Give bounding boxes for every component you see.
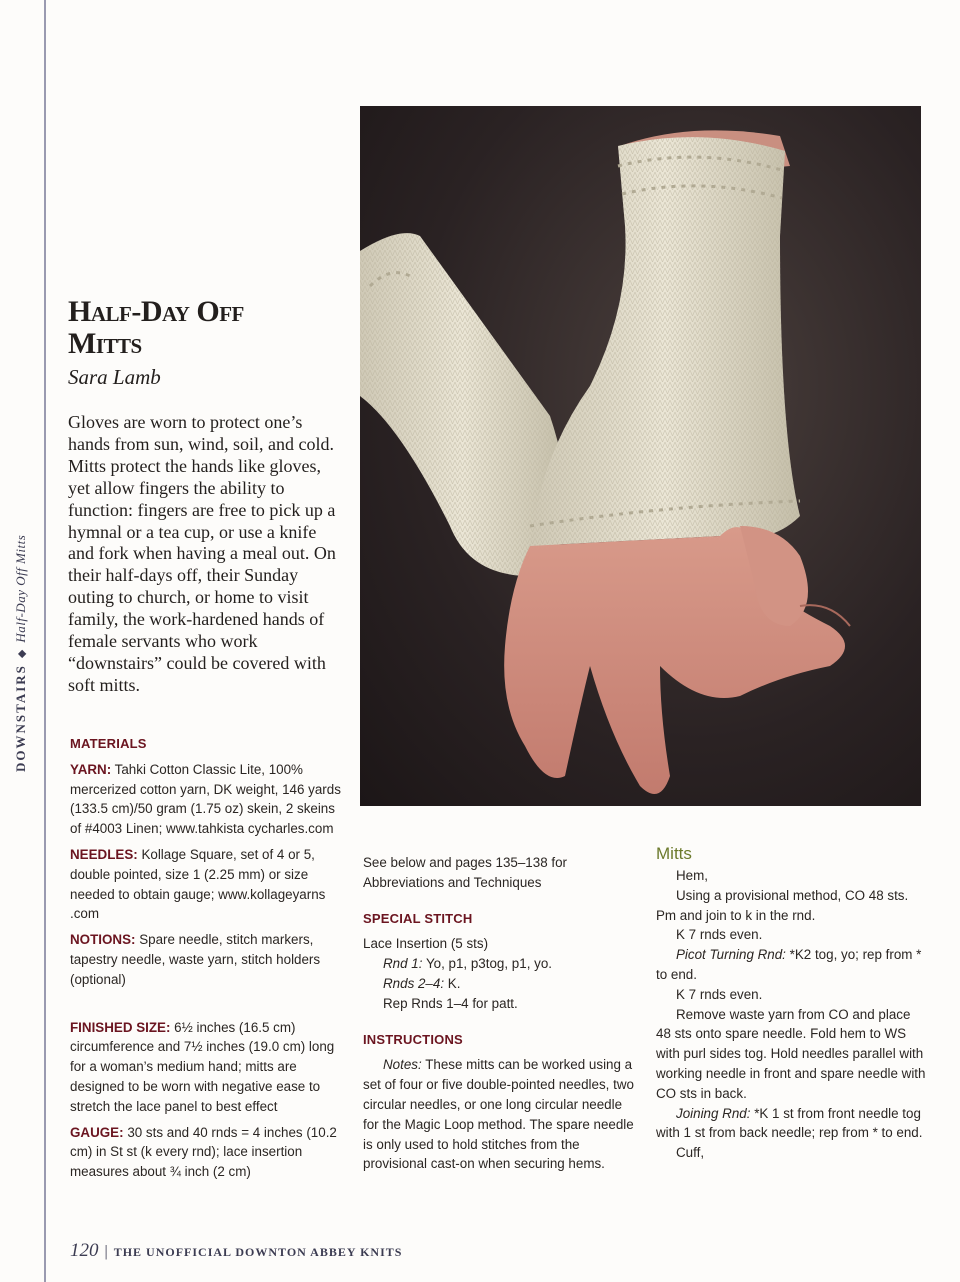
instructions-heading: INSTRUCTIONS [363, 1031, 463, 1047]
rnds-2-4-label: Rnds 2–4: [383, 975, 445, 991]
notions-text: Spare needle, stitch markers, tapestry needle, waste yarn, stitch holders (optional) [70, 932, 321, 987]
knit-7-rnds-line-2: K 7 rnds even. [676, 986, 763, 1002]
gauge-text: 30 sts and 40 rnds = 4 inches (10.2 cm) in St st (k every rnd); lace insertion measures about ¾ inch (2 cm) [70, 1124, 337, 1180]
yarn-label: YARN: [70, 761, 112, 777]
rnds-2-4-line [363, 974, 641, 994]
author-name: Sara Lamb [68, 365, 161, 389]
notions-spec [70, 930, 342, 989]
finished-size-text: 6½ inches (16.5 cm) circumference and 7½ inches (19.0 cm) long for a woman’s medium hand; mitts are designed to be worn with negative ease to stretch the lace panel to best effect [70, 1019, 335, 1114]
notes-label: Notes: [383, 1057, 422, 1073]
rnd-1-text: Yo, p1, p3tog, p1, yo. [425, 956, 553, 972]
intro-paragraph: Gloves are worn to protect one’s hands from sun, wind, soil, and cold. Mitts protect the hands like gloves, yet allow fingers the ability to function: fingers are free to pick up a hymnal or a tea cup, or use a knife and fork when having a meal out. On their half-days off, their Sunday outing to church, or home to visit family, the work-hardened hands of female servants who work “downstairs” could be covered with soft mitts. [68, 412, 336, 695]
cast-on-paragraph: Using a provisional method, CO 48 sts. Pm and join to k in the rnd. [656, 887, 909, 923]
notes-paragraph [363, 1055, 641, 1174]
yarn-text: Tahki Cotton Classic Lite, 100% mercerized cotton yarn, DK weight, 146 yards (133.5 cm)/50 gram (1.75 oz) skein, 2 skeins of #4003 Linen; www.tahkista cycharles.com [70, 761, 341, 837]
mitts-heading: Mitts [656, 844, 692, 863]
needles-spec [70, 845, 342, 924]
book-title: THE UNOFFICIAL DOWNTON ABBEY KNITS [113, 1245, 403, 1259]
picot-text: *K2 tog, yo; rep from * to end. [656, 947, 922, 982]
pattern-title [68, 296, 244, 360]
running-head [13, 535, 29, 772]
finished-size-spec [70, 1018, 342, 1117]
repeat-line: Rep Rnds 1–4 for patt. [383, 995, 518, 1011]
joining-label: Joining Rnd: [676, 1105, 751, 1121]
materials-heading: MATERIALS [70, 736, 147, 751]
rnds-2-4-text: K. [447, 975, 461, 991]
abbreviations-note: See below and pages 135–138 for Abbreviations and Techniques [363, 855, 567, 890]
needles-text: Kollage Square, set of 4 or 5, double pointed, size 1 (2.25 mm) or size needed to obtain gauge; www.kollageyarns .com [70, 846, 326, 922]
joining-paragraph [656, 1104, 928, 1144]
knit-7-rnds-line-1: K 7 rnds even. [676, 927, 763, 943]
gauge-spec [70, 1123, 342, 1182]
finished-size-label: FINISHED SIZE: [70, 1019, 171, 1035]
special-stitch-heading: SPECIAL STITCH [363, 910, 473, 926]
mitts-instructions-column [656, 842, 928, 1163]
mitts-photo-illustration [360, 106, 921, 806]
running-head-section: DOWNSTAIRS [13, 664, 28, 772]
materials-column [70, 734, 342, 1182]
yarn-spec [70, 760, 342, 839]
page-number: 120 [70, 1240, 99, 1261]
rnd-1-line [363, 954, 641, 974]
rnd-1-label: Rnd 1: [383, 956, 423, 972]
remove-waste-yarn-paragraph: Remove waste yarn from CO and place 48 sts onto spare needle. Fold hem to WS with purl sides tog. Hold needles parallel with working needle in front and spare needle with CO sts in back. [656, 1006, 926, 1101]
title-line-1: Half-Day Off [68, 295, 244, 328]
gauge-label: GAUGE: [70, 1124, 124, 1140]
notes-text: These mitts can be worked using a set of four or five double-pointed needles, two circular needles, or one long circular needle for the Magic Loop method. The spare needle is only used to hold stitches from the provisional cast-on when securing hems. [363, 1057, 634, 1172]
diamond-ornament-icon: ◆ [16, 648, 28, 659]
margin-rule [44, 0, 46, 1282]
page-footer [70, 1240, 402, 1262]
lace-insertion-title: Lace Insertion (5 sts) [363, 936, 489, 952]
hem-line: Hem, [676, 868, 708, 883]
needles-label: NEEDLES: [70, 846, 138, 862]
running-head-subtitle: Half-Day Off Mitts [13, 534, 28, 643]
picot-label: Picot Turning Rnd: [676, 947, 786, 963]
joining-text: *K 1 st from front needle tog with 1 st from back needle; rep from * to end. [656, 1105, 923, 1141]
notions-label: NOTIONS: [70, 932, 136, 948]
cuff-line: Cuff, [676, 1145, 705, 1161]
picot-paragraph [656, 945, 928, 985]
mitts-photo [360, 106, 921, 806]
middle-column [363, 853, 641, 1174]
footer-divider: | [104, 1243, 108, 1260]
title-line-2: Mitts [68, 327, 142, 360]
